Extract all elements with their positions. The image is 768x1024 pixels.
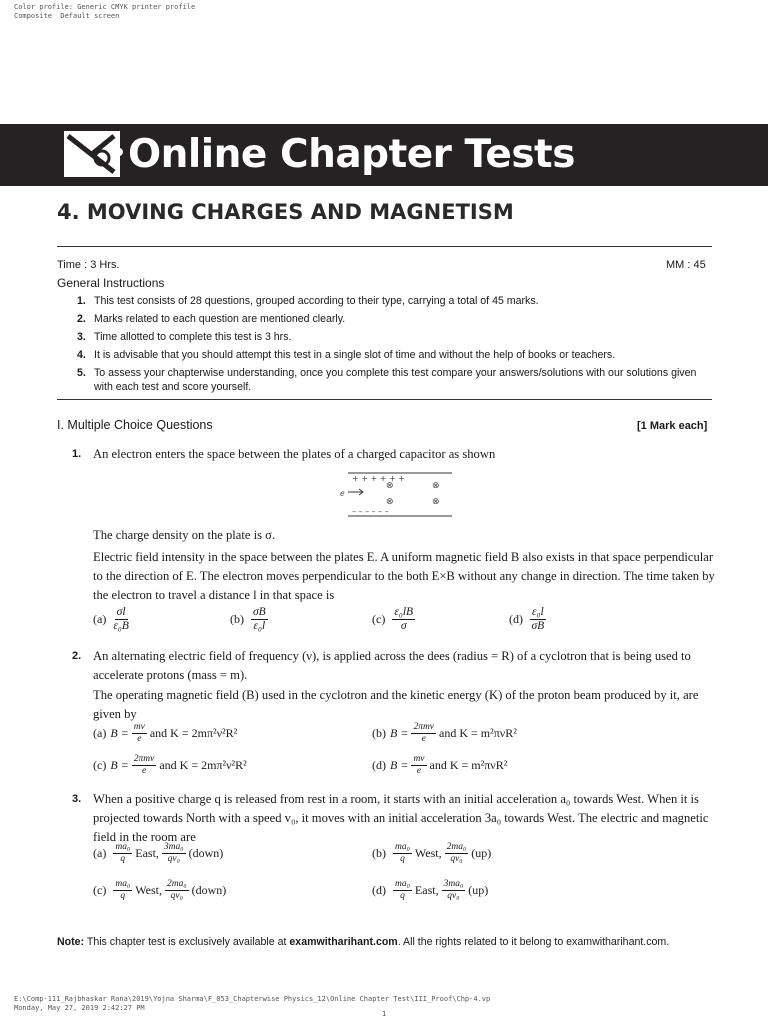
instructions-heading: General Instructions [57,276,165,290]
option-b[interactable]: (b) $\frac{\sigma B}{\text{ε₀l}}$ [230,606,266,632]
footer-path: E:\Comp-111_Rajbhaskar Rana\2019\Yojna Sharma\F_053_Chapterwise Physics_12\Online Chapter Test\III_Proof\Chp-4.vp [14,995,491,1003]
instruction-item: 4. It is advisable that you should attempt this test in a single slot of time and without the help of books or teachers. [77,349,616,361]
option-c[interactable]: (c) $\frac{\text{ma₀}}{q}$ West, $\frac{\text{2ma₀}}{\text{qv₀}}$ (down) [93,879,227,901]
option-a[interactable]: (a) B = $\frac{m\nu}{e}$ and K = 2mπ²ν²R² [93,722,238,744]
max-marks: MM : 45 [666,259,706,271]
printer-header-line1: Color profile: Generic CMYK printer profile [14,3,196,11]
section-marks: [1 Mark each] [637,420,708,432]
banner-title: Online Chapter Tests [128,132,575,177]
note-text: This chapter test is exclusively available at [86,936,290,948]
question-stem: An electron enters the space between the plates of a charged capacitor as shown [93,447,496,461]
field-into-page-icon: ⊗ [432,497,440,507]
question-number: 1. [72,448,82,460]
question-2 [72,647,717,685]
site-link[interactable]: examwitharihant.com [289,936,398,948]
note [57,936,669,948]
question-stem: An alternating electric field of frequency (ν), is applied across the dees (radius = R) of a cyclotron that is being used to accelerate protons (mass = m). [93,649,691,682]
brand-logo-icon [62,128,124,180]
note-text: . All the rights related to it belong to examwitharihant.com. [397,936,670,948]
question-stem: When a positive charge q is released from rest in a room, it starts with an initial acceleration a₀ towards West. When it is projected towards North with a speed v₀, it moves with an initial acceleration 3a₀ towards West. The electric and magnetic field in the room are [93,792,709,844]
print-footer [14,995,490,1013]
section-title: I. Multiple Choice Questions [57,418,213,432]
option-c[interactable]: (c) $\frac{\text{ε₀lB}}{\sigma}$ [372,606,414,632]
minus-charges: – – – – – – [352,507,389,516]
time-allowed: Time : 3 Hrs. [57,259,120,271]
option-a[interactable]: (a) $\frac{\text{ma₀}}{q}$ East, $\frac{\text{3ma₀}}{\text{qv₀}}$ (down) [93,842,224,864]
printer-header-line2: Composite Default screen [14,12,120,20]
divider [57,399,712,400]
instruction-item: 3. Time allotted to complete this test is 3 hrs. [77,331,292,343]
question-text: The charge density on the plate is σ. [93,528,276,542]
option-d[interactable]: (d) B = $\frac{m\nu}{e}$ and K = m²πνR² [372,754,508,776]
capacitor-diagram [340,470,460,520]
chapter-title: 4. MOVING CHARGES AND MAGNETISM [57,200,514,224]
question-number: 3. [72,793,82,805]
instruction-item: 1. This test consists of 28 questions, grouped according to their type, carrying a total of 45 marks. [77,295,539,307]
option-d[interactable]: (d) $\frac{\text{ma₀}}{q}$ East, $\frac{\text{3ma₀}}{\text{qv₀}}$ (up) [372,879,489,901]
option-a[interactable]: (a) $\frac{\sigma l}{\text{ε₀B}}$ [93,606,129,632]
note-label: Note: [57,936,85,948]
footer-date: Monday, May 27, 2019 2:42:27 PM [14,1004,145,1012]
question-1 [72,445,717,464]
question-3 [72,790,717,847]
printer-header [14,3,195,21]
field-into-page-icon: ⊗ [386,497,394,507]
question-number: 2. [72,650,82,662]
field-into-page-icon: ⊗ [432,481,440,491]
option-b[interactable]: (b) $\frac{\text{ma₀}}{q}$ West, $\frac{\text{2ma₀}}{\text{qv₀}}$ (up) [372,842,492,864]
divider [57,246,712,247]
option-b[interactable]: (b) B = $\frac{\text{2πmν}}{e}$ and K = m²πνR² [372,722,517,744]
question-text: Electric field intensity in the space between the plates E. A uniform magnetic field B also exists in that space perpendicular to the direction of E. The electron moves perpendicular to the both E×B without any change in direction. The time taken by the electron to travel a distance l in that space is [93,550,715,602]
field-into-page-icon: ⊗ [386,481,394,491]
instruction-item: 2. Marks related to each question are mentioned clearly. [77,313,346,325]
page-number: 1 [382,1010,387,1018]
electron-label: e [340,489,345,498]
plus-charges: + + + + + + [352,474,405,483]
question-text: The operating magnetic field (B) used in the cyclotron and the kinetic energy (K) of the proton beam produced by it, are given by [93,688,699,721]
option-c[interactable]: (c) B = $\frac{\text{2πmν}}{e}$ and K = 2mπ²ν²R² [93,754,247,776]
option-d[interactable]: (d) $\frac{\text{ε₀l}}{\sigma B}$ [509,606,545,632]
instruction-item: 5. To assess your chapterwise understanding, once you complete this test compare your answers/solutions with our solutions given with each test and score yourself. [77,367,697,393]
